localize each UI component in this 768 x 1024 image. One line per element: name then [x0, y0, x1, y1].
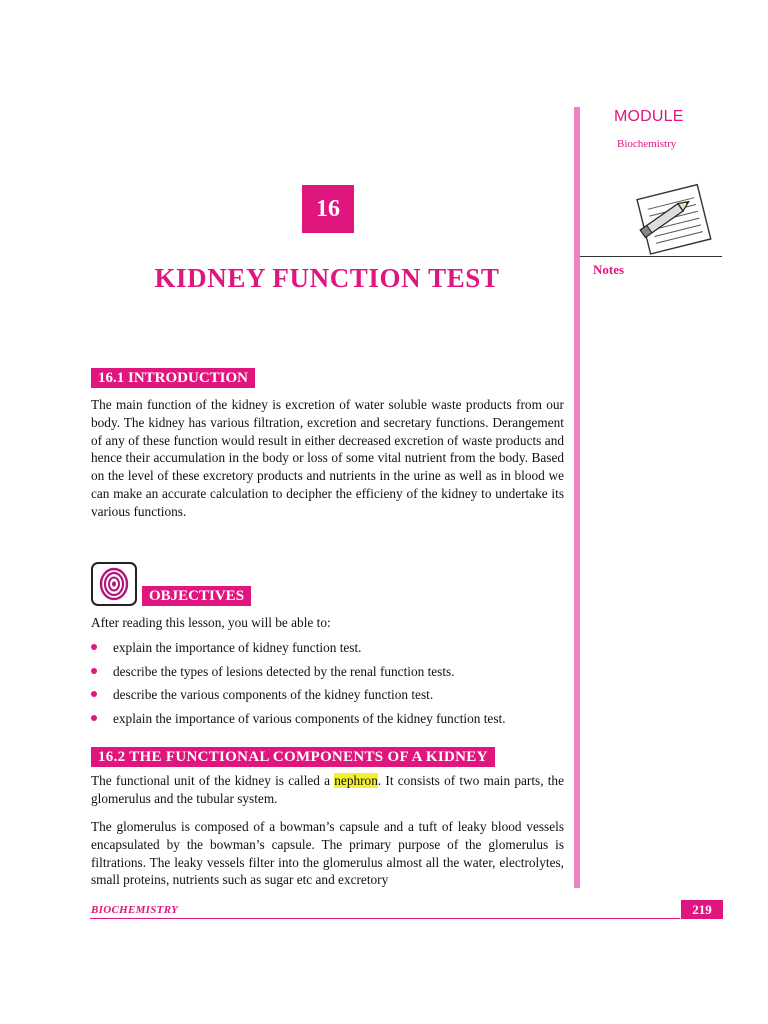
- list-item: [91, 663, 571, 687]
- module-subject: Biochemistry: [617, 138, 677, 150]
- objectives-intro: After reading this lesson, you will be able to:: [91, 615, 331, 630]
- footer-rule: [90, 918, 680, 919]
- objective-text: explain the importance of various components of the kidney function test.: [113, 711, 506, 727]
- module-label: MODULE: [614, 108, 684, 125]
- objective-text: describe the types of lesions detected by the renal function tests.: [113, 663, 455, 679]
- glomerulus-paragraph: The glomerulus is composed of a bowman’s capsule and a tuft of leaky blood vessels encapsulated by the bowman’s capsule. The primary purpose of the glomerulus is filtrations. The leaky vessels filter into the glomerulus almost all the water, electrolytes, small proteins, nutrients such as sugar etc and excretory: [91, 819, 564, 888]
- notepad-pencil-icon: [625, 180, 717, 260]
- objective-text: explain the importance of kidney function test.: [113, 640, 362, 655]
- notes-label: Notes: [593, 262, 625, 277]
- nephron-highlight: nephron: [334, 773, 378, 788]
- section-heading-introduction: 16.1 INTRODUCTION: [91, 368, 255, 388]
- list-item: [91, 710, 571, 734]
- list-item: [91, 686, 571, 710]
- bullet-dot: [91, 691, 97, 697]
- section-heading-functional-components: 16.2 THE FUNCTIONAL COMPONENTS OF A KIDNEY: [91, 747, 495, 767]
- objectives-heading: OBJECTIVES: [142, 586, 251, 606]
- bullet-dot: [91, 644, 97, 650]
- chapter-number: 16: [302, 185, 354, 233]
- target-icon: [91, 562, 137, 606]
- nephron-paragraph: [91, 772, 564, 808]
- bullet-dot: [91, 668, 97, 674]
- chapter-title: KIDNEY FUNCTION TEST: [154, 263, 500, 293]
- page-number: 219: [681, 900, 723, 919]
- footer-subject: BIOCHEMISTRY: [91, 904, 179, 916]
- list-item: [91, 639, 571, 663]
- objective-text: describe the various components of the kidney function test.: [113, 687, 434, 703]
- nephron-text-after: . It consists of two main parts, the glomerulus and the tubular system.: [91, 773, 564, 806]
- nephron-text-before: The functional unit of the kidney is called a: [91, 773, 335, 788]
- bullet-dot: [91, 715, 97, 721]
- introduction-paragraph: The main function of the kidney is excretion of water soluble waste products from our body. The kidney has various filtration, excretion and secretary functions. Derangement of any of these function would result in either decreased excretion of waste products and hence their accumulation in the body or loss of some vital nutrient from the body. Based on the level of these excretory products and nutrients in the urine as well as in blood we can make an accurate calculation to decipher the efficieny of the kidney to undertake its various functions.: [91, 397, 564, 519]
- objectives-list: [91, 639, 571, 734]
- margin-divider: [574, 107, 580, 888]
- notes-divider: [580, 256, 722, 257]
